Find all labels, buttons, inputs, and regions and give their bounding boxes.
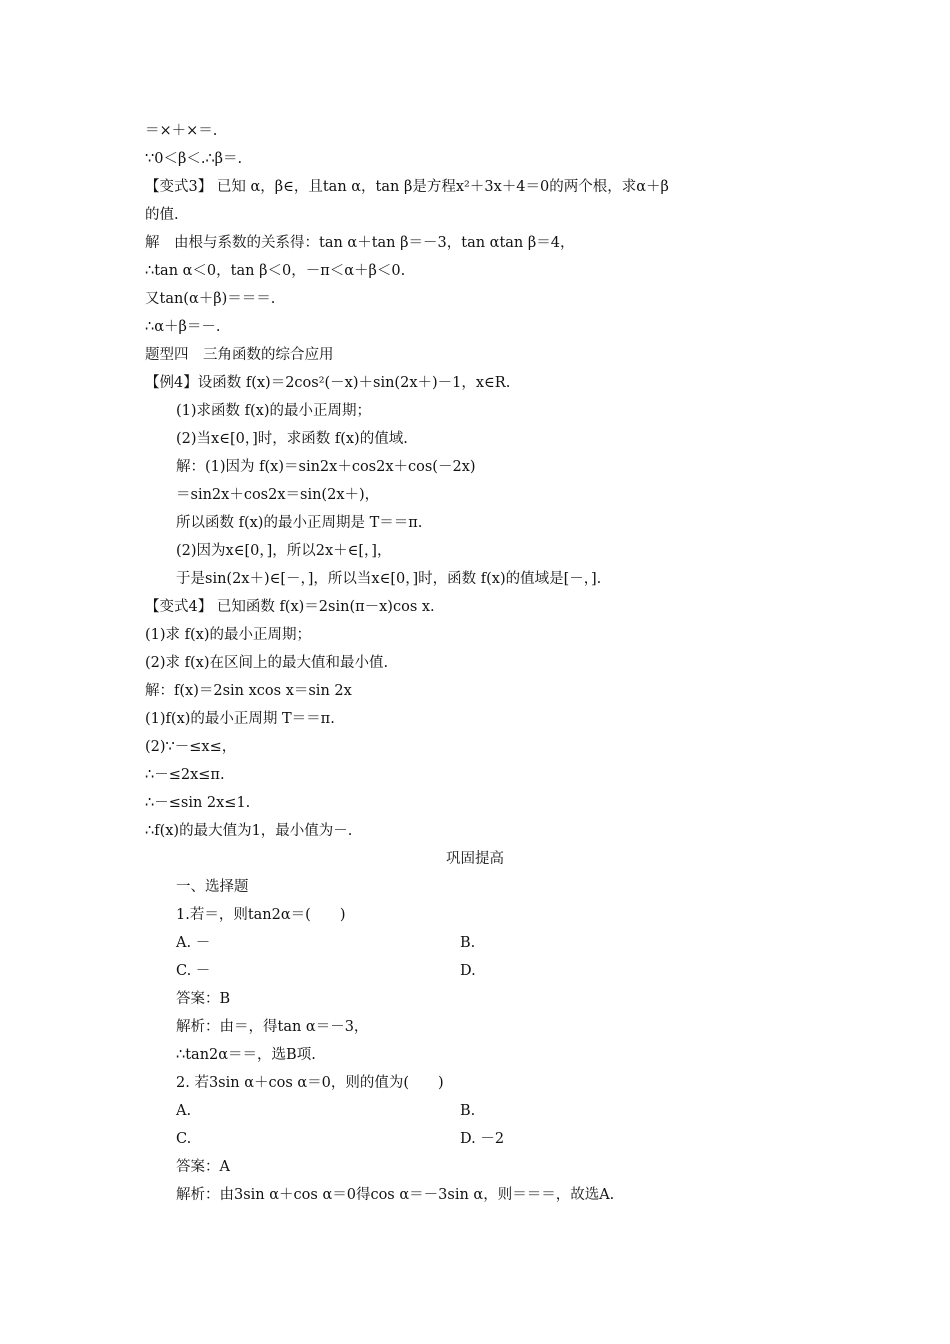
- q1-analysis: ∴tan2α＝＝，选B项.: [176, 1047, 316, 1063]
- text-line: ＝×＋×＝.: [145, 123, 218, 139]
- text-line: 解 由根与系数的关系得：tan α＋tan β＝－3，tan αtan β＝4，: [145, 235, 575, 251]
- text-line: 的值.: [145, 207, 179, 223]
- variant-heading: 【变式4】 已知函数 f(x)＝2sin(π－x)cos x.: [145, 599, 435, 615]
- text-line: 解：(1)因为 f(x)＝sin2x＋cos2x＋cos(－2x): [176, 459, 476, 475]
- q2-answer: 答案：A: [176, 1159, 230, 1175]
- q1-option-b: B.: [460, 935, 476, 951]
- text-line: 解：f(x)＝2sin xcos x＝sin 2x: [145, 683, 352, 699]
- section-title: 巩固提高: [446, 851, 504, 867]
- text-line: ∴－≤2x≤π.: [145, 767, 225, 783]
- text-line: ∴－≤sin 2x≤1.: [145, 795, 251, 811]
- question-2: 2. 若3sin α＋cos α＝0，则的值为( ): [176, 1075, 444, 1091]
- section-heading: 题型四 三角函数的综合应用: [145, 347, 334, 363]
- text-line: 所以函数 f(x)的最小正周期是 T＝＝π.: [176, 515, 423, 531]
- q2-option-c: C.: [176, 1131, 192, 1147]
- text-line: ∴f(x)的最大值为1，最小值为－.: [145, 823, 353, 839]
- q1-analysis: 解析：由＝，得tan α＝－3，: [176, 1019, 369, 1035]
- text-line: 【变式3】 已知 α，β∈，且tan α，tan β是方程x²＋3x＋4＝0的两个根，求α＋β: [145, 179, 669, 195]
- q1-option-d: D.: [460, 963, 476, 979]
- text-line: ∴α＋β＝－.: [145, 319, 221, 335]
- example-heading: 【例4】设函数 f(x)＝2cos²(－x)＋sin(2x＋)－1，x∈R.: [145, 375, 511, 391]
- q2-analysis: 解析：由3sin α＋cos α＝0得cos α＝－3sin α，则＝＝＝，故选A.: [176, 1187, 615, 1203]
- text-line: 又tan(α＋β)＝＝＝.: [145, 291, 276, 307]
- text-line: (2)当x∈[0，]时，求函数 f(x)的值域.: [176, 431, 408, 447]
- question-1: 1.若＝，则tan2α＝( ): [176, 907, 346, 923]
- text-line: (2)∵－≤x≤，: [145, 739, 237, 755]
- practice-heading: 一、选择题: [176, 879, 249, 895]
- text-line: (1)求 f(x)的最小正周期；: [145, 627, 312, 643]
- text-line: (1)求函数 f(x)的最小正周期；: [176, 403, 372, 419]
- q1-option-c: C. －: [176, 963, 211, 979]
- text-line: (2)因为x∈[0，]，所以2x＋∈[，]，: [176, 543, 392, 559]
- text-line: ＝sin2x＋cos2x＝sin(2x＋)，: [176, 487, 380, 503]
- text-line: ∵0＜β＜.∴β＝.: [145, 151, 243, 167]
- q2-option-b: B.: [460, 1103, 476, 1119]
- text-line: 于是sin(2x＋)∈[－，]，所以当x∈[0，]时，函数 f(x)的值域是[－，].: [176, 571, 602, 587]
- text-line: (2)求 f(x)在区间上的最大值和最小值.: [145, 655, 389, 671]
- q2-option-a: A.: [176, 1103, 192, 1119]
- q1-option-a: A. －: [176, 935, 211, 951]
- q1-answer: 答案：B: [176, 991, 231, 1007]
- text-line: ∴tan α＜0，tan β＜0，－π＜α＋β＜0.: [145, 263, 406, 279]
- q2-option-d: D. －2: [460, 1131, 505, 1147]
- text-line: (1)f(x)的最小正周期 T＝＝π.: [145, 711, 335, 727]
